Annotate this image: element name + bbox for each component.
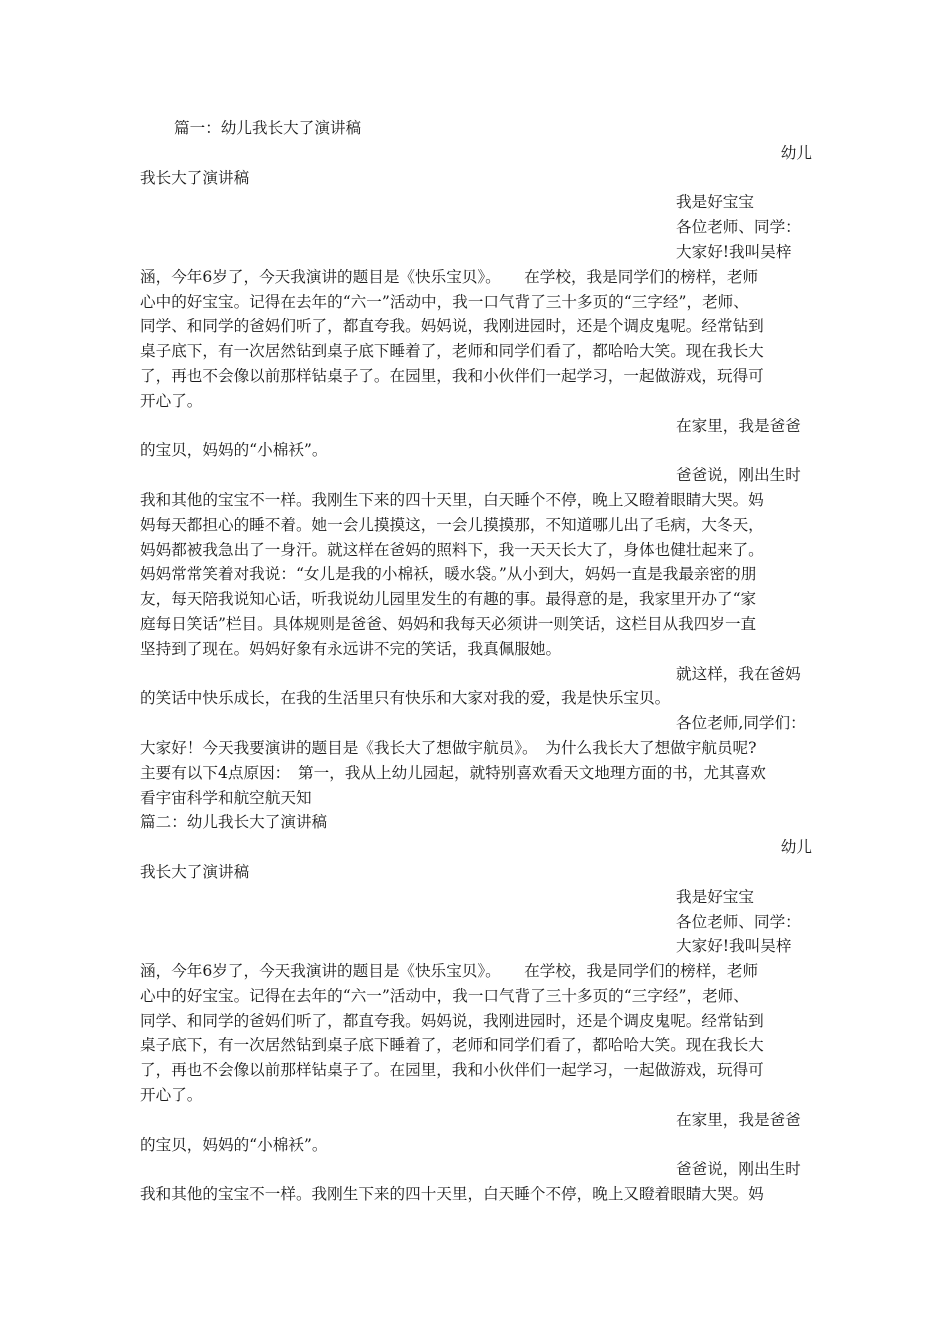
text-line: 友，每天陪我说知心话，听我说幼儿园里发生的有趣的事。最得意的是，我家里开办了“家 bbox=[140, 590, 757, 609]
text-line: 的笑话中快乐成长，在我的生活里只有快乐和大家对我的爱，我是快乐宝贝。 bbox=[140, 689, 671, 708]
text-line: 我和其他的宝宝不一样。我刚生下来的四十天里，白天睡个不停，晚上又瞪着眼睛大哭。妈 bbox=[140, 490, 764, 509]
aligned-line: 大家好!我叫吴梓 bbox=[676, 937, 792, 956]
text-line: 涵，今年6岁了，今天我演讲的题目是《快乐宝贝》。 在学校，我是同学们的榜样，老师 bbox=[140, 267, 759, 286]
aligned-line: 在家里，我是爸爸 bbox=[676, 416, 801, 435]
text-line: 心中的好宝宝。记得在去年的“六一”活动中，我一口气背了三十多页的“三字经”，老师、 bbox=[140, 292, 749, 311]
aligned-line: 爸爸说，刚出生时 bbox=[676, 1160, 801, 1179]
text-line: 庭每日笑话”栏目。具体规则是爸爸、妈妈和我每天必须讲一则笑话，这栏目从我四岁一直 bbox=[140, 614, 757, 633]
text-line: 坚持到了现在。妈妈好象有永远讲不完的笑话，我真佩服她。 bbox=[140, 639, 562, 658]
aligned-line: 我是好宝宝 bbox=[676, 193, 754, 212]
text-line: 开心了。 bbox=[140, 391, 203, 410]
section-title: 篇一：幼儿我长大了演讲稿 bbox=[174, 119, 362, 137]
text-line: 的宝贝，妈妈的“小棉袄”。 bbox=[140, 1135, 328, 1154]
text-line: 了，再也不会像以前那样钻桌子了。在园里，我和小伙伴们一起学习，一起做游戏，玩得可 bbox=[140, 366, 764, 385]
text-line: 大家好！今天我要演讲的题目是《我长大了想做宇航员》。 为什么我长大了想做宇航员呢? bbox=[140, 738, 757, 757]
aligned-line: 爸爸说，刚出生时 bbox=[676, 466, 801, 485]
aligned-line: 各位老师、同学： bbox=[676, 912, 801, 931]
aligned-line: 在家里，我是爸爸 bbox=[676, 1110, 801, 1129]
document-body bbox=[140, 116, 812, 1207]
text-line: 心中的好宝宝。记得在去年的“六一”活动中，我一口气背了三十多页的“三字经”，老师、 bbox=[140, 986, 749, 1005]
text-line: 妈妈常常笑着对我说：“女儿是我的小棉袄，暖水袋。”从小到大，妈妈一直是我最亲密的朋 bbox=[140, 565, 757, 584]
aligned-line: 就这样，我在爸妈 bbox=[676, 664, 801, 683]
text-line: 我长大了演讲稿 bbox=[140, 168, 250, 187]
text-line: 妈妈都被我急出了一身汗。就这样在爸妈的照料下，我一天天长大了，身体也健壮起来了。 bbox=[140, 540, 764, 559]
text-line: 桌子底下，有一次居然钻到桌子底下睡着了，老师和同学们看了，都哈哈大笑。现在我长大 bbox=[140, 1036, 764, 1055]
text-line: 同学、和同学的爸妈们听了，都直夸我。妈妈说，我刚进园时，还是个调皮鬼呢。经常钻到 bbox=[140, 317, 764, 336]
text-line: 我和其他的宝宝不一样。我刚生下来的四十天里，白天睡个不停，晚上又瞪着眼睛大哭。妈 bbox=[140, 1185, 764, 1204]
aligned-line: 我是好宝宝 bbox=[676, 887, 754, 906]
text-line: 篇二：幼儿我长大了演讲稿 bbox=[140, 813, 328, 832]
text-line: 桌子底下，有一次居然钻到桌子底下睡着了，老师和同学们看了，都哈哈大笑。现在我长大 bbox=[140, 342, 764, 361]
document-page bbox=[140, 116, 812, 1207]
aligned-line: 幼儿 bbox=[780, 838, 812, 857]
text-line: 了，再也不会像以前那样钻桌子了。在园里，我和小伙伴们一起学习，一起做游戏，玩得可 bbox=[140, 1061, 764, 1080]
text-line: 主要有以下4点原因： 第一，我从上幼儿园起，就特别喜欢看天文地理方面的书，尤其喜欢 bbox=[140, 763, 766, 782]
text-line: 开心了。 bbox=[140, 1086, 203, 1105]
text-line: 同学、和同学的爸妈们听了，都直夸我。妈妈说，我刚进园时，还是个调皮鬼呢。经常钻到 bbox=[140, 1011, 764, 1030]
text-line: 涵，今年6岁了，今天我演讲的题目是《快乐宝贝》。 在学校，我是同学们的榜样，老师 bbox=[140, 962, 759, 981]
text-line: 看宇宙科学和航空航天知 bbox=[140, 788, 312, 807]
aligned-line: 各位老师、同学： bbox=[676, 218, 801, 237]
aligned-line: 大家好!我叫吴梓 bbox=[676, 242, 792, 261]
aligned-line: 幼儿 bbox=[780, 143, 812, 162]
text-line: 的宝贝，妈妈的“小棉袄”。 bbox=[140, 441, 328, 460]
text-line: 妈每天都担心的睡不着。她一会儿摸摸这，一会儿摸摸那，不知道哪儿出了毛病，大冬天， bbox=[140, 515, 764, 534]
text-line: 我长大了演讲稿 bbox=[140, 862, 250, 881]
aligned-line: 各位老师,同学们： bbox=[676, 714, 806, 733]
